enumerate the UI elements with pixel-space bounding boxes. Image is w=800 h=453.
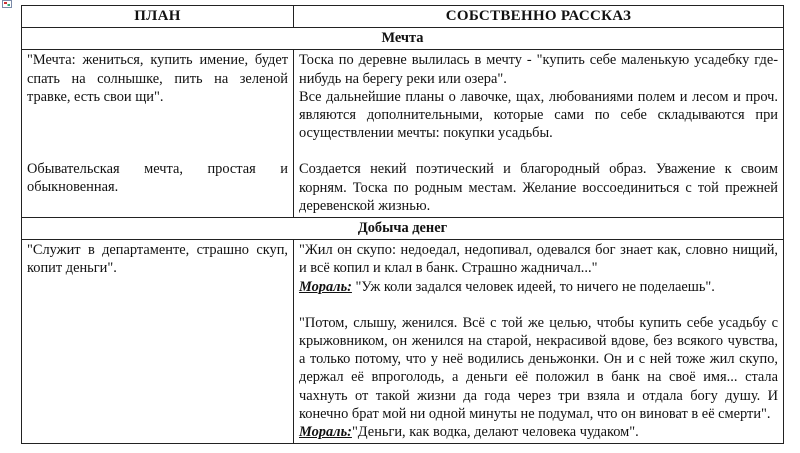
moral-line — [299, 278, 778, 296]
moral-label: Мораль: — [299, 278, 352, 295]
table-row — [22, 240, 784, 444]
table-row — [22, 50, 784, 218]
plan-story-table — [21, 5, 784, 444]
section-row-money — [22, 218, 784, 240]
story-text: Тоска по деревне вылилась в мечту - "купить себе маленькую усадебку где-нибудь на берегу реки или озера". — [299, 52, 778, 87]
story-text: "Жил он скупо: недоедал, недопивал, одевался бог знает как, словно нищий, и всё копил и клал в банк. Страшно жадничал..." — [299, 242, 778, 277]
section-title-dream: Мечта — [22, 28, 784, 50]
plan-column-header: ПЛАН — [22, 6, 294, 28]
story-column-header: СОБСТВЕННО РАССКАЗ — [294, 6, 784, 28]
plan-text: "Мечта: жениться, купить имение, будет спать на солнышке, пить на зеленой травке, есть свои щи". — [27, 52, 288, 105]
story-cell-dream — [294, 50, 784, 218]
plan-cell-dream — [22, 50, 294, 218]
story-cell-money — [294, 240, 784, 444]
story-text: Все дальнейшие планы о лавочке, щах, любованиями полем и лесом и проч. являются дополнительными, которые сами по себе складываются при осуществлении мечты: покупки усадьбы. — [299, 88, 778, 142]
moral-label: Мораль: — [299, 424, 352, 441]
moral-line — [299, 423, 778, 441]
section-row-dream — [22, 28, 784, 50]
moral-text: "Уж коли задался человек идеей, то ничего не поделаешь". — [351, 278, 715, 295]
header-row — [22, 6, 784, 28]
section-title-money: Добыча денег — [22, 218, 784, 240]
story-text: Создается некий поэтический и благородный образ. Уважение к своим корням. Тоска по родным местам. Желание воссоединиться с той прежней деревенской жизнью. — [299, 161, 778, 214]
story-text: "Потом, слышу, женился. Всё с той же целью, чтобы купить себе усадьбу с крыжовником, он женился на старой, некрасивой вдове, без всякого чувства, а только потому, что у неё водились деньжонки. Он и с ней тоже жил скупо, держал её впроголодь, а деньги её положил в банк на своё имя... стала чахнуть от такой жизни да года через три взяла и отдала богу душу. И конечно брат мой ни одной минуты не подумал, что он виноват в её смерти". — [299, 314, 778, 422]
plan-text: Обывательская мечта, простая и обыкновенная. — [27, 161, 288, 196]
plan-text: "Служит в департаменте, страшно скуп, копит деньги". — [27, 242, 288, 277]
plan-cell-money — [22, 240, 294, 444]
broken-image-icon — [2, 0, 12, 8]
moral-text: "Деньги, как водка, делают человека чудаком". — [351, 424, 639, 441]
